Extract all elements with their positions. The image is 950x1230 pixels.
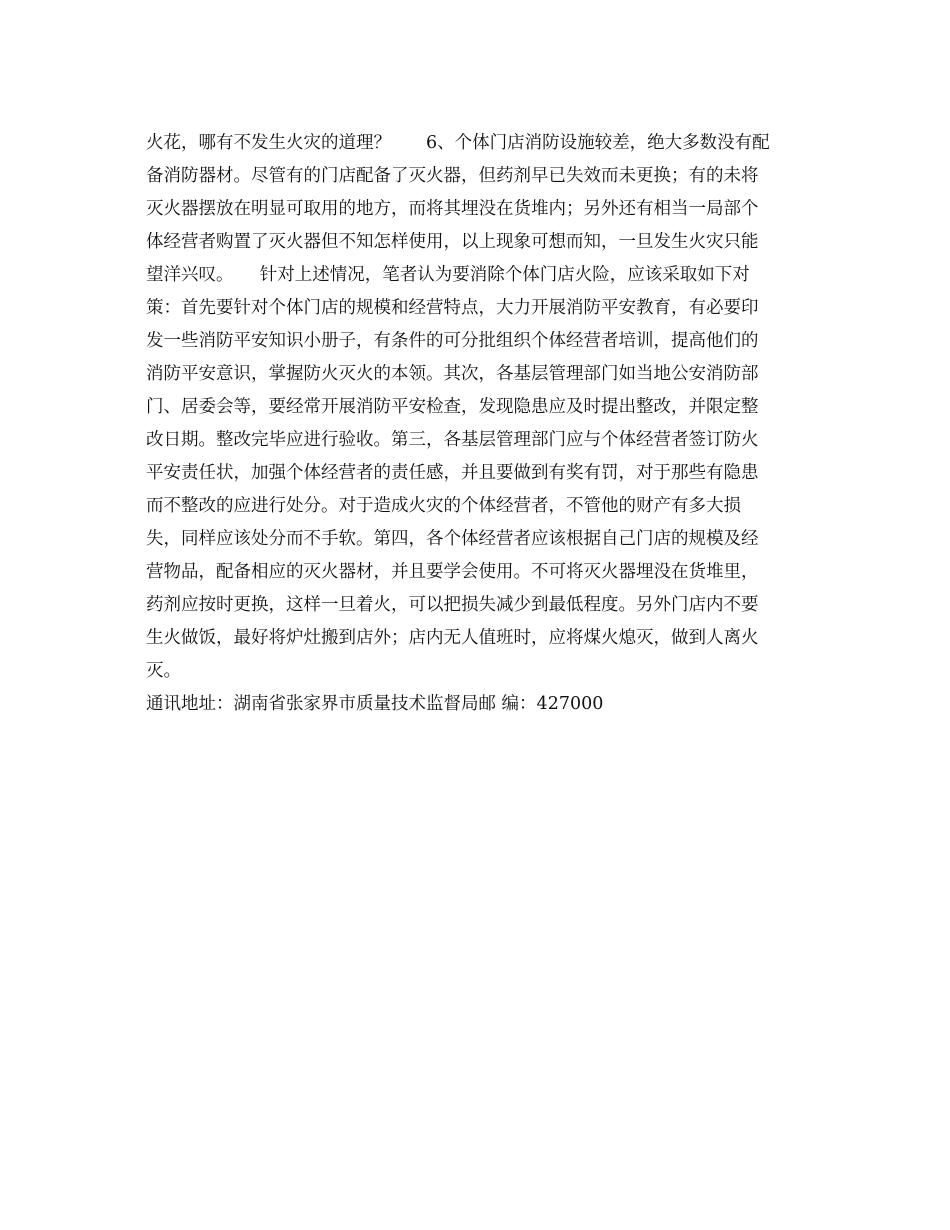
- text-line-10: 改日期。整改完毕应进行验收。第三，各基层管理部门应与个体经营者签订防火: [146, 430, 759, 450]
- address-line: 通讯地址：湖南省张家界市质量技术监督局邮 编：427000: [146, 694, 604, 714]
- text-line-6: 策：首先要针对个体门店的规模和经营特点，大力开展消防平安教育，有必要印: [146, 298, 759, 318]
- text-line-11: 平安责任状，加强个体经营者的责任感，并且要做到有奖有罚，对于那些有隐患: [146, 463, 759, 483]
- text-line-9: 门、居委会等，要经常开展消防平安检查，发现隐患应及时提出整改，并限定整: [146, 397, 759, 417]
- text-line-7: 发一些消防平安知识小册子，有条件的可分批组织个体经营者培训，提高他们的: [146, 331, 759, 351]
- text-line-16: 生火做饭，最好将炉灶搬到店外；店内无人值班时，应将煤火熄灭，做到人离火: [146, 628, 759, 648]
- text-line-14: 营物品，配备相应的灭火器材，并且要学会使用。不可将灭火器埋没在货堆里，: [146, 562, 759, 582]
- text-line-4: 体经营者购置了灭火器但不知怎样使用，以上现象可想而知，一旦发生火灾只能: [146, 232, 759, 252]
- article-body: [146, 127, 826, 721]
- text-line-17: 灭。: [146, 661, 181, 681]
- text-line-15: 药剂应按时更换，这样一旦着火，可以把损失减少到最低程度。另外门店内不要: [146, 595, 759, 615]
- text-line-13: 失，同样应该处分而不手软。第四，各个体经营者应该根据自己门店的规模及经: [146, 529, 759, 549]
- text-line-3: 灭火器摆放在明显可取用的地方，而将其埋没在货堆内；另外还有相当一局部个: [146, 199, 759, 219]
- text-line-12: 而不整改的应进行处分。对于造成火灾的个体经营者，不管他的财产有多大损: [146, 496, 741, 516]
- text-line-5: 望洋兴叹。 针对上述情况，笔者认为要消除个体门店火险，应该采取如下对: [146, 265, 750, 285]
- text-line-8: 消防平安意识，掌握防火灭火的本领。其次，各基层管理部门如当地公安消防部: [146, 364, 759, 384]
- text-line-2: 备消防器材。尽管有的门店配备了灭火器，但药剂早已失效而未更换；有的未将: [146, 166, 759, 186]
- text-line-1: 火花，哪有不发生火灾的道理？ 6、个体门店消防设施较差，绝大多数没有配: [146, 133, 770, 153]
